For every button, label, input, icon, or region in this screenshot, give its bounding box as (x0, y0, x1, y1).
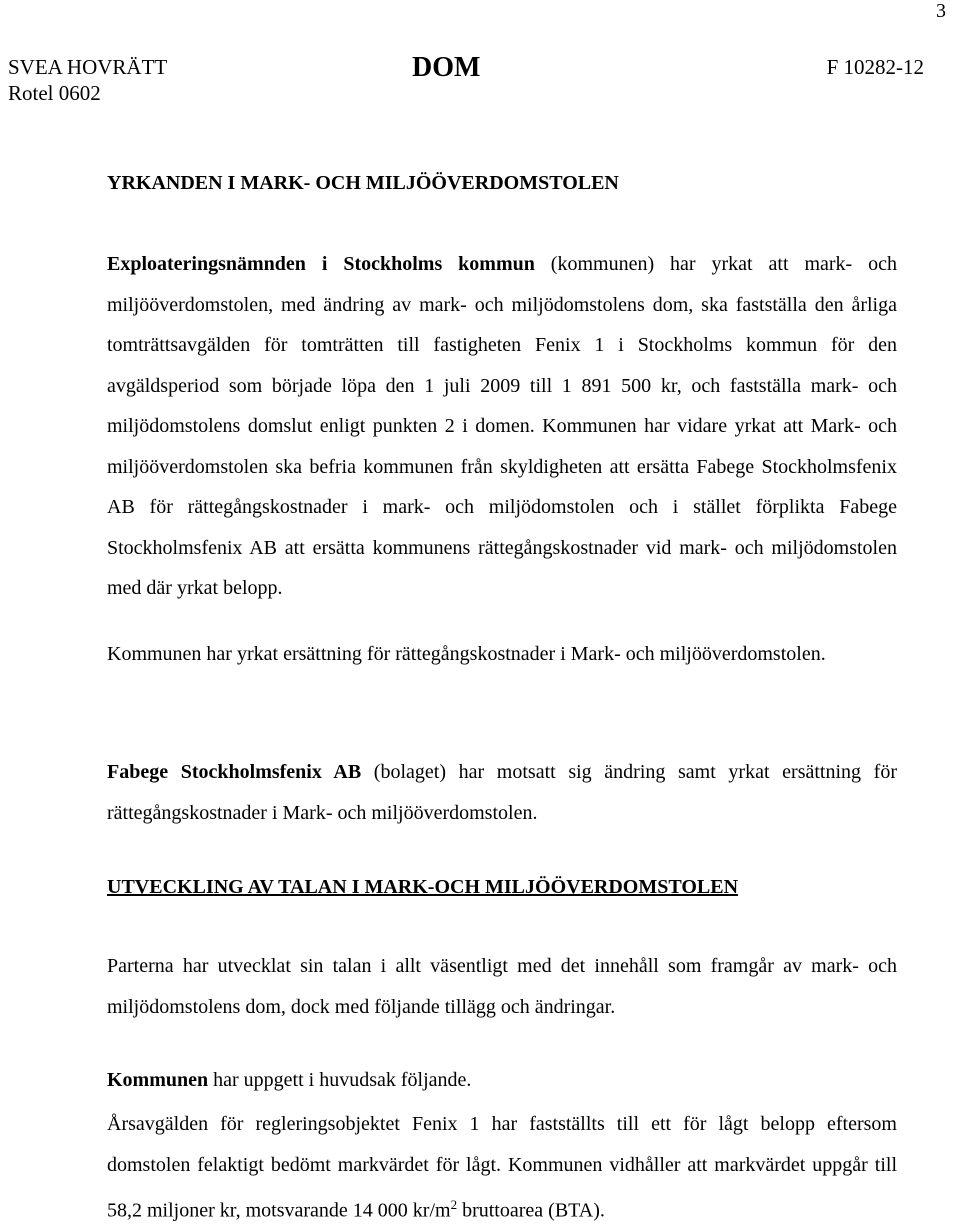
paragraph-text: (bolaget) har motsatt sig ändring samt yrkat ersättning för rättegångskostnader i Mark- och miljööverdomstolen. (107, 761, 897, 824)
page-number: 3 (936, 0, 946, 22)
paragraph-text-end: bruttoarea (BTA). (457, 1199, 605, 1222)
division: Rotel 0602 (8, 81, 101, 105)
paragraph-text: har uppgett i huvudsak följande. (208, 1069, 472, 1091)
document-type: DOM (412, 52, 481, 83)
party-name-kommunen: Exploateringsnämnden i Stockholms kommun (107, 253, 535, 275)
superscript-two: 2 (450, 1197, 458, 1212)
case-number: F 10282-12 (826, 55, 924, 79)
paragraph-text: Parterna har utvecklat sin talan i allt väsentligt med det innehåll som framgår av mark- och miljödomstolens dom, dock med följande tillägg och ändringar. (107, 955, 897, 1018)
section-title-yrkanden: YRKANDEN I MARK- OCH MILJÖÖVERDOMSTOLEN (107, 172, 619, 194)
party-name-kommunen-2: Kommunen (107, 1069, 209, 1091)
paragraph-text: Kommunen har yrkat ersättning för rättegångskostnader i Mark- och miljööverdomstolen. (107, 643, 826, 665)
paragraph-company-response (107, 752, 897, 833)
party-name-bolaget: Fabege Stockholmsfenix AB (107, 761, 362, 783)
paragraph-kommunen-intro (107, 1064, 897, 1096)
paragraph-annual-fee (107, 1104, 897, 1231)
court-name: SVEA HOVRÄTT (8, 55, 168, 79)
paragraph-development (107, 946, 897, 1027)
section-title-utveckling: UTVECKLING AV TALAN I MARK-OCH MILJÖÖVERDOMSTOLEN (107, 876, 739, 898)
paragraph-text: Årsavgälden för regleringsobjektet Fenix 1 har fastställts till ett för lågt belopp eftersom domstolen felaktigt bedömt markvärdet för lågt. Kommunen vidhåller att markvärdet uppgår till 58,2 miljoner kr, motsvarande 14 000 kr/m (107, 1113, 897, 1222)
paragraph-claims (107, 244, 897, 609)
paragraph-text: (kommunen) har yrkat att mark- och miljööverdomstolen, med ändring av mark- och miljödomstolens dom, ska fastställa den årliga tomträttsavgälden för tomträtten till fastigheten Fenix 1 i Stockholms kommun för den avgäldsperiod som började löpa den 1 juli 2009 till 1 891 500 kr, och fastställa mark- och miljödomstolens domslut enligt punkten 2 i domen. Kommunen har vidare yrkat att Mark- och miljööverdomstolen ska befria kommunen från skyldigheten att ersätta Fabege Stockholmsfenix AB för rättegångskostnader i mark- och miljödomstolen och i stället förplikta Fabege Stockholmsfenix AB att ersätta kommunens rättegångskostnader vid mark- och miljödomstolen med där yrkat belopp. (107, 253, 898, 599)
paragraph-costs-claim (107, 634, 897, 675)
header-left (8, 54, 167, 106)
